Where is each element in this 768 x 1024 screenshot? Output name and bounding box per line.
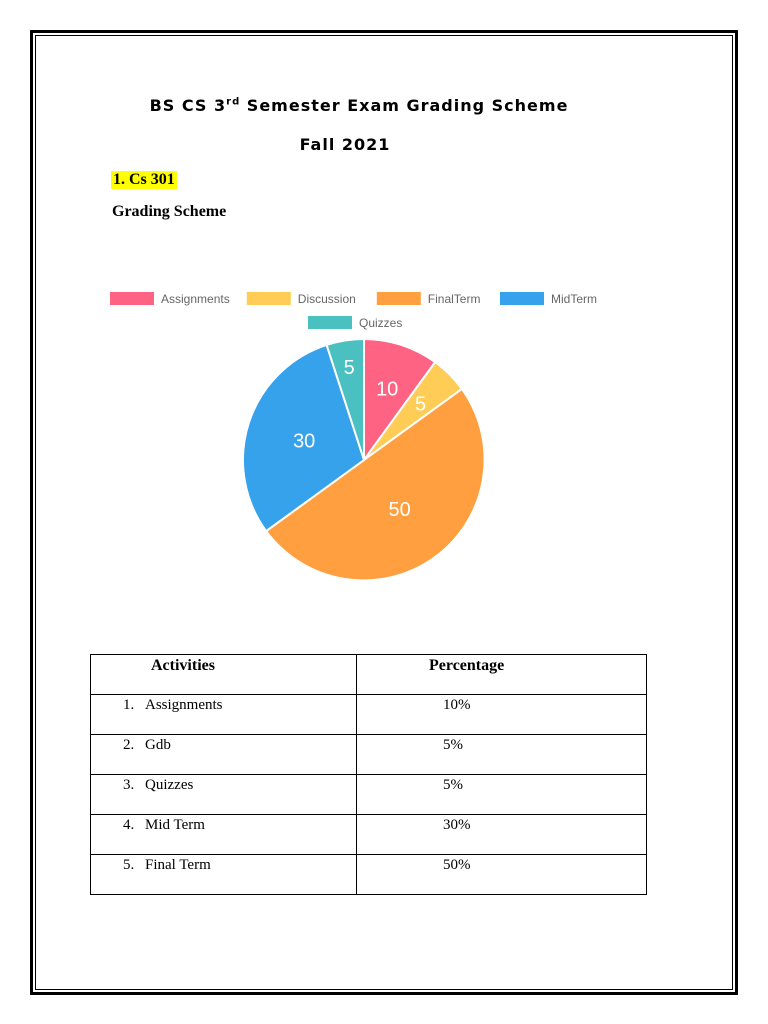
row-index: 3. [123, 777, 135, 793]
grading-pie-chart [100, 280, 620, 590]
pie-value-label: 5 [343, 356, 355, 379]
activity-name: Quizzes [145, 777, 194, 793]
activity-cell [91, 775, 357, 815]
legend-label: Quizzes [359, 316, 403, 330]
percentage-cell: 10% [357, 695, 647, 735]
header-percentage: Percentage [357, 655, 647, 695]
activity-cell [91, 855, 357, 895]
pie-value-label: 30 [293, 430, 316, 453]
legend-swatch [308, 316, 352, 329]
table-row [91, 855, 647, 895]
section-heading: Grading Scheme [112, 203, 227, 220]
page-title: BS CS 3rd Semester Exam Grading Scheme [149, 96, 569, 115]
legend-label: Discussion [297, 292, 356, 306]
table-header-row [91, 655, 647, 695]
table-row [91, 815, 647, 855]
grading-table [90, 654, 647, 895]
legend-label: Assignments [161, 292, 230, 306]
row-index: 4. [123, 817, 135, 833]
row-index: 1. [123, 697, 135, 713]
percentage-cell: 5% [357, 775, 647, 815]
row-index: 5. [123, 857, 135, 873]
legend-swatch [110, 292, 154, 305]
activity-name: Assignments [145, 697, 223, 713]
chart-legend [110, 292, 597, 330]
percentage-cell: 30% [357, 815, 647, 855]
activity-cell [91, 735, 357, 775]
legend-swatch [377, 292, 421, 305]
activity-name: Final Term [145, 857, 211, 873]
pie-value-label: 50 [388, 498, 411, 521]
pie-value-label: 10 [376, 378, 399, 401]
percentage-cell: 50% [357, 855, 647, 895]
header-activities: Activities [91, 655, 357, 695]
table-row [91, 735, 647, 775]
activity-name: Mid Term [145, 817, 205, 833]
legend-swatch [247, 292, 291, 305]
activity-cell [91, 815, 357, 855]
activity-name: Gdb [145, 737, 171, 753]
course-label: 1. Cs 301 [113, 171, 175, 188]
table-row [91, 695, 647, 735]
activity-cell [91, 695, 357, 735]
pie-slices [243, 339, 485, 580]
pie-value-label: 5 [414, 393, 427, 416]
page-subtitle: Fall 2021 [299, 135, 391, 154]
row-index: 2. [123, 737, 135, 753]
percentage-cell: 5% [357, 735, 647, 775]
legend-swatch [500, 292, 544, 305]
table-row [91, 775, 647, 815]
legend-label: MidTerm [551, 292, 598, 306]
legend-label: FinalTerm [427, 292, 481, 306]
